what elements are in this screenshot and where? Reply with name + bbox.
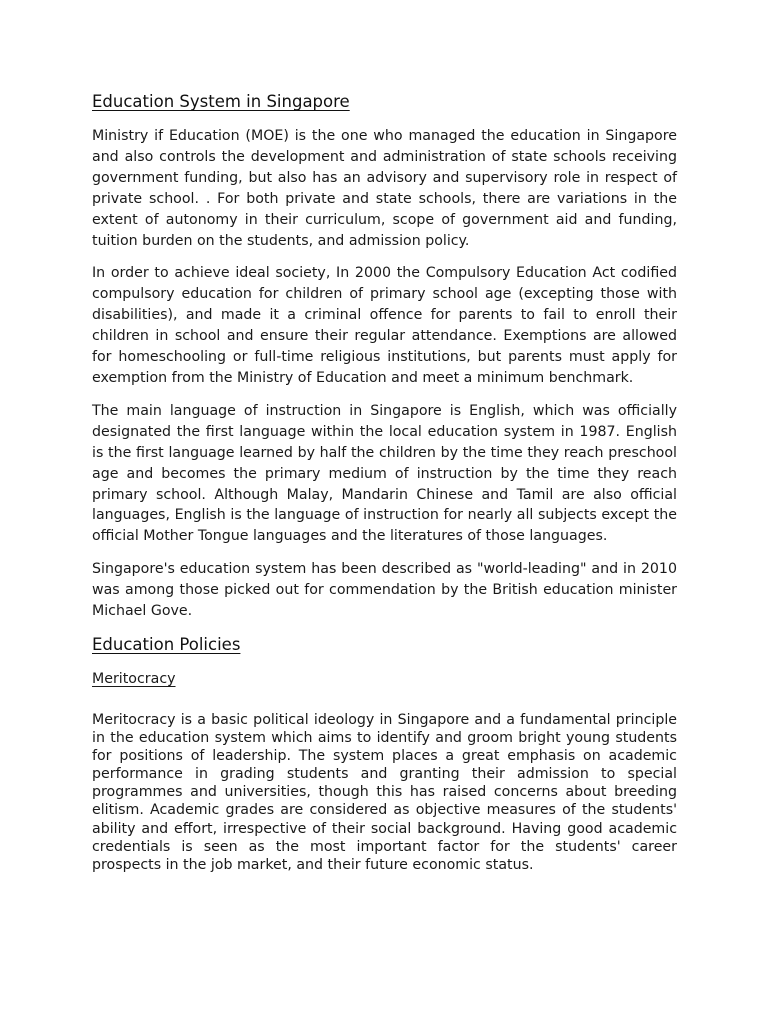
section-title-education-policies: Education Policies [92,634,241,654]
document-page [92,91,677,874]
paragraph-compulsory-education: In order to achieve ideal society, In 2000 the Compulsory Education Act codified compulsory education for children of primary school age (excepting those with disabilities), and made it a criminal offence for parents to fail to enroll their children in school and ensure their regular attendance. Exemptions are allowed for homeschooling or full-time religious institutions, but parents must apply for exemption from the Ministry of Education and meet a minimum benchmark. [92,265,677,386]
paragraph-meritocracy: Meritocracy is a basic political ideology in Singapore and a fundamental principle in the education system which aims to identify and groom bright young students for positions of leadership. The system places a great emphasis on academic performance in grading students and granting their admission to special programmes and universities, though this has raised concerns about breeding elitism. Academic grades are considered as objective measures of the students' ability and effort, irrespective of their social background. Having good academic credentials is seen as the most important factor for the students' career prospects in the job market, and their future economic status. [92,711,677,873]
paragraph-language: The main language of instruction in Singapore is English, which was officially designated the first language within the local education system in 1987. English is the first language learned by half the children by the time they reach preschool age and becomes the primary medium of instruction by the time they reach primary school. Although Malay, Mandarin Chinese and Tamil are also official languages, English is the language of instruction for nearly all subjects except the official Mother Tongue languages and the literatures of those languages. [92,402,677,545]
paragraph-world-leading: Singapore's education system has been described as "world-leading" and in 2010 was among those picked out for commendation by the British education minister Michael Gove. [92,561,677,620]
subsection-title-meritocracy: Meritocracy [92,670,176,687]
page-title: Education System in Singapore [92,92,350,111]
paragraph-moe: Ministry if Education (MOE) is the one who managed the education in Singapore and also controls the development and administration of state schools receiving government funding, but also has an advisory and supervisory role in respect of private school. . For both private and state schools, there are variations in the extent of autonomy in their curriculum, scope of government aid and funding, tuition burden on the students, and admission policy. [92,128,677,249]
